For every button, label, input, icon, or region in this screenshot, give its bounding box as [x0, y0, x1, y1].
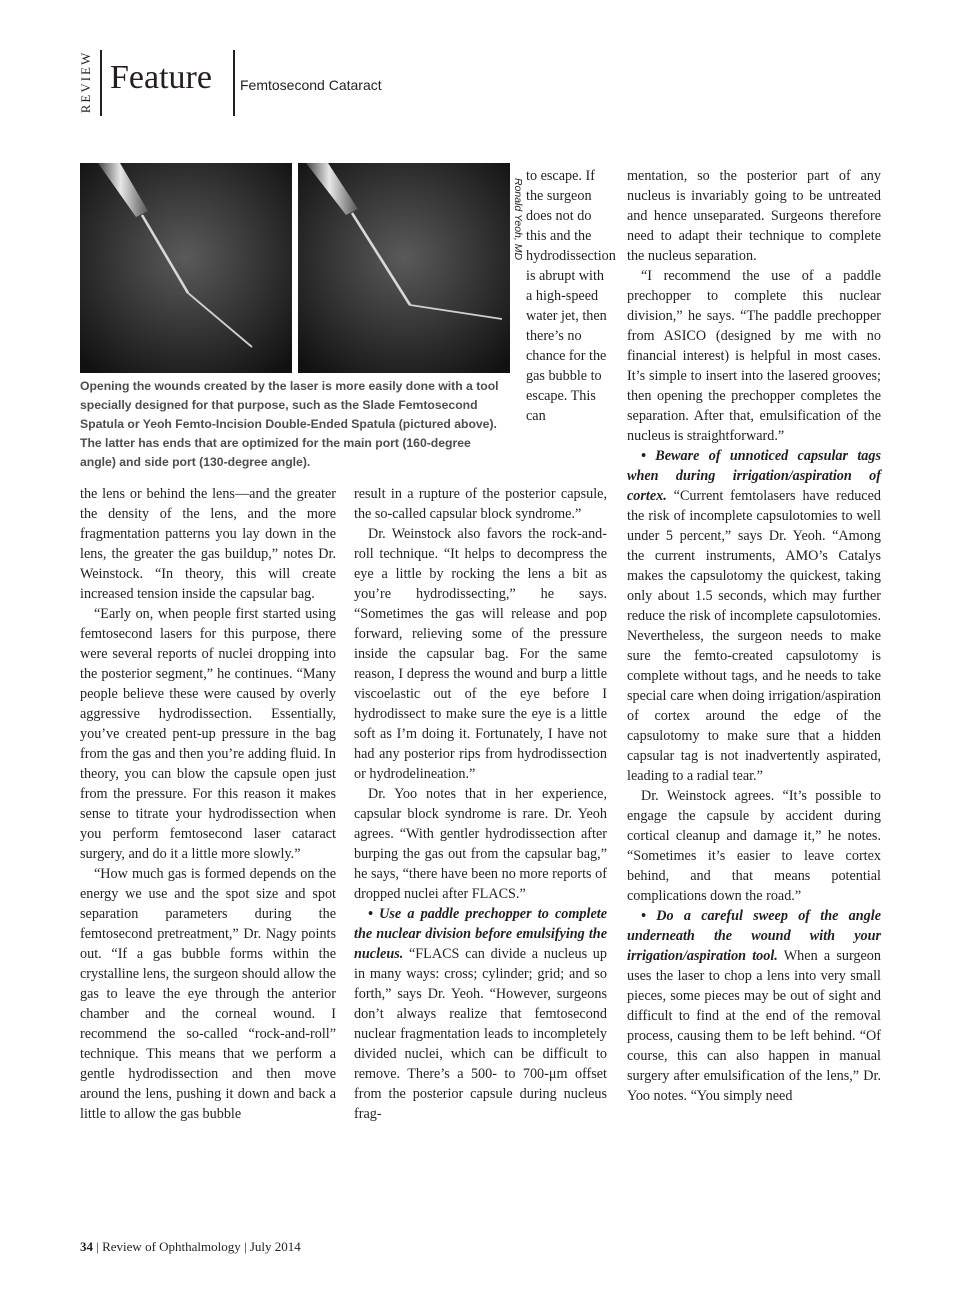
spatula-160-degree-photo: [80, 163, 292, 373]
subhead: • Beware of unnoticed capsular tags when during irrigation/aspiration of cortex.: [627, 448, 881, 504]
paragraph: “Early on, when people first started using femtosecond lasers for this purpose, there were several reports of nuclei dropping into the posterior segment,” he continues. “Many people believe these were caused by overly aggressive hydrodissection. Essentially, you’ve created pent-up pressure in the bag from the gas and then you’re adding fluid. In theory, you can blow the capsule open just from the pressure. For this reason it makes sense to titrate your hydrodissection when you perform femtosecond laser cataract surgery, and do it a little more slowly.”: [80, 606, 336, 862]
publication-name: Review of Ophthalmology: [102, 1239, 241, 1254]
feature-title: Feature: [110, 59, 212, 96]
paragraph: “I recommend the use of a paddle prechopper to complete this nuclear division,” he says. “The paddle prechopper from ASICO (designed by me with no financial interest) is helpful in most cases. It’s simple to insert into the lasered grooves; then opening the prechopper completes the separation. After that, emulsification of the nucleus is straightforward.”: [627, 268, 881, 444]
paragraph: “How much gas is formed depends on the energy we use and the spot size and spot separation parameters during the femtosecond pretreatment,” Dr. Nagy points out. “If a gas bubble forms within the crystalline lens, the surgeon should allow the gas to leave the eye through the anterior chamber and the corneal wound. I recommend the so-called “rock-and-roll” technique. This means that we perform a gentle hydrodissection and then move around the lens, pushing it down and back a little to allow the gas bubble: [80, 866, 336, 1122]
column-1: [80, 484, 336, 1124]
footer-separator: |: [93, 1239, 103, 1254]
paragraph: Dr. Weinstock also favors the rock-and-roll technique. “It helps to decompress the eye a little by rocking the lens a bit as you’re hydrodissecting,” he says. “Sometimes the gas will release and pop forward, relieving some of the pressure inside the capsular bag. For the same reason, I depress the wound and burp a little viscoelastic out of the eye before I hydrodissect to make sure the eye is a little soft as I’m doing it. Fortunately, I have not had any posterior rips from hydrodissection or hydrodelineation.”: [354, 526, 607, 782]
photo-credit: [510, 163, 526, 283]
subhead-paragraph: [627, 446, 881, 786]
footer-separator: |: [240, 1239, 250, 1254]
header-divider: [233, 50, 235, 116]
page-footer: [80, 1239, 301, 1255]
subhead: • Use a paddle prechopper to complete the nuclear division before emulsifying the nucleus.: [354, 906, 607, 962]
column-2-top: [526, 166, 616, 426]
paragraph: Dr. Weinstock agrees. “It’s possible to engage the capsule by accident during cortical cleanup and damage it,” he notes. “Sometimes it’s easier to leave cortex behind, and that means potential complications down the road.”: [627, 788, 881, 904]
section-label-text: REVIEW: [78, 50, 93, 114]
figure-caption: Opening the wounds created by the laser is more easily done with a tool specially designed for that purpose, such as the Slade Femtosecond Spatula or Yeoh Femto-Incision Double-Ended Spatula (pictured above). The latter has ends that are optimized for the main port (160-degree angle) and side port (130-degree angle).: [80, 379, 499, 469]
subhead-paragraph: [627, 906, 881, 1106]
paragraph-text: When a surgeon uses the laser to chop a lens into very small pieces, some pieces may be out of sight and difficult to find at the end of the removal process, causing them to be left behind. “Of course, this can also happen in manual surgery after emulsification of the lens,” Dr. Yoo notes. “You simply need: [627, 948, 881, 1104]
paragraph: mentation, so the posterior part of any nucleus is invariably going to be untreated and hence unseparated. Surgeons therefore need to adapt their technique to complete the nucleus separation.: [627, 168, 881, 264]
paragraph: result in a rupture of the posterior capsule, the so-called capsular block syndrome.”: [354, 486, 607, 522]
paragraph-text: “Current femtolasers have reduced the risk of incomplete capsulotomies to well under 5 percent,” says Dr. Yeoh. “Among the current instruments, AMO’s Catalys makes the capsulotomy the quickest, taking only about 1.5 seconds, which may further reduce the risk of incomplete capsulotomies. Nevertheless, the surgeon needs to make sure the femto-created capsulotomy is complete without tags, and he needs to take special care when doing irrigation/aspiration of cortex around the edge of the capsulotomy to make sure that a hidden capsular tag is not inadvertently aspirated, leading to a radial tear.”: [627, 488, 881, 784]
paragraph-text: “FLACS can divide a nucleus up in many ways: cross; cylinder; grid; and so forth,” says Dr. Yeoh. “However, surgeons don’t always realize that femtosecond nuclear fragmentation leads to incompletely divided nuclei, which can be difficult to remove. There’s a 500- to 700-μm offset from the posterior capsule during nucleus frag-: [354, 946, 607, 1122]
paragraph: the lens or behind the lens—and the greater the density of the lens, and the more fragmentation patterns you lay down in the lens, the greater the gas buildup,” notes Dr. Weinstock. “In theory, this will create increased tension inside the capsular bag.: [80, 486, 336, 602]
column-3: [627, 166, 881, 1106]
subhead-paragraph: [354, 904, 607, 1124]
spatula-130-degree-photo: [298, 163, 510, 373]
topic-title: Femtosecond Cataract: [240, 77, 382, 93]
paragraph: Dr. Yoo notes that in her experience, capsular block syndrome is rare. Dr. Yeoh agrees. “With gentler hydrodissection after burping the gas out from the capsular bag,” he says, “there have been no more reports of dropped nuclei after FLACS.”: [354, 786, 607, 902]
header-divider: [100, 50, 102, 116]
column-2: [354, 484, 607, 1124]
issue-date: July 2014: [249, 1239, 301, 1254]
subhead: • Do a careful sweep of the angle underneath the wound with your irrigation/aspiration tool.: [627, 908, 881, 964]
figure: [80, 163, 510, 373]
page-number: 34: [80, 1239, 93, 1254]
paragraph: to escape. If the surgeon does not do this and the hydrodissection is abrupt with a high-speed water jet, then there’s no chance for the gas bubble to escape. This can: [526, 168, 616, 424]
section-label: [78, 48, 94, 116]
photo-credit-text: Ronald Yeoh, MD: [512, 177, 524, 261]
